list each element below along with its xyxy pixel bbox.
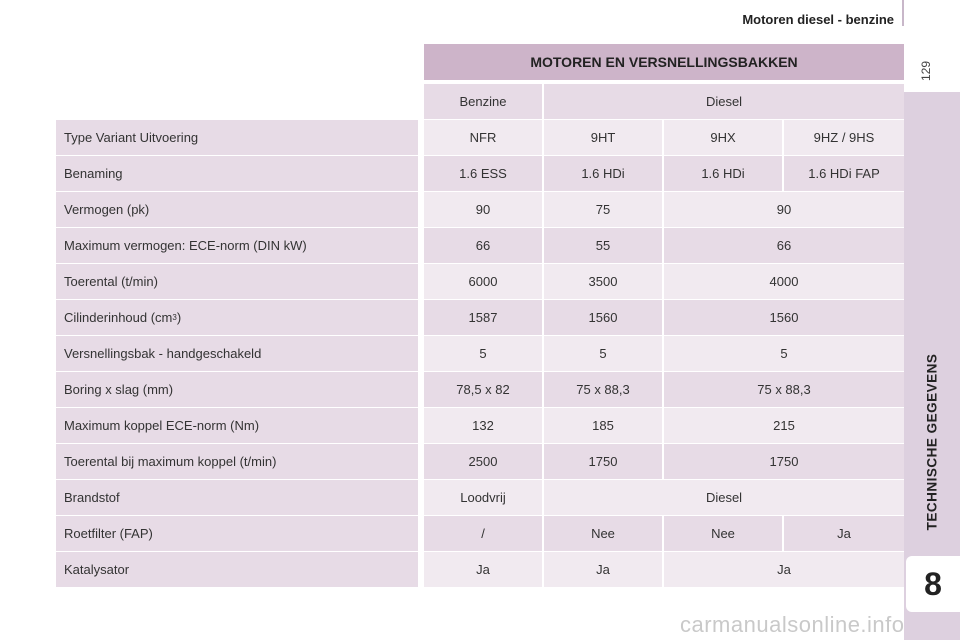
value-cell: 1560 xyxy=(664,300,904,335)
value-cell: Diesel xyxy=(544,480,904,515)
value-cell: 5 xyxy=(544,336,662,371)
row-label: Cilinderinhoud (cm 3 ) xyxy=(56,300,418,335)
value-cell: 1750 xyxy=(544,444,662,479)
value-cell: Loodvrij xyxy=(424,480,542,515)
value-cell: 66 xyxy=(664,228,904,263)
page-header-title: Motoren diesel - benzine xyxy=(742,12,894,27)
value-cell: 78,5 x 82 xyxy=(424,372,542,407)
value-cell: 75 x 88,3 xyxy=(544,372,662,407)
value-cell: 1.6 HDi xyxy=(664,156,782,191)
value-cell: 75 xyxy=(544,192,662,227)
value-cell: 1.6 ESS xyxy=(424,156,542,191)
value-cell: 55 xyxy=(544,228,662,263)
value-cell: 1587 xyxy=(424,300,542,335)
value-cell: 3500 xyxy=(544,264,662,299)
value-cell: 132 xyxy=(424,408,542,443)
row-label: Toerental bij maximum koppel (t/min) xyxy=(56,444,418,479)
benzine-header: Benzine xyxy=(424,84,542,119)
header-divider xyxy=(902,0,904,26)
sidebar-section-title: TECHNISCHE GEGEVENS xyxy=(924,353,940,531)
value-cell: 9HZ / 9HS xyxy=(784,120,904,155)
row-label: Katalysator xyxy=(56,552,418,587)
value-cell: 9HT xyxy=(544,120,662,155)
value-cell: 1560 xyxy=(544,300,662,335)
row-label: Brandstof xyxy=(56,480,418,515)
value-cell: NFR xyxy=(424,120,542,155)
row-label: Maximum vermogen: ECE-norm (DIN kW) xyxy=(56,228,418,263)
chapter-number: 8 xyxy=(924,565,942,602)
value-cell: Nee xyxy=(664,516,782,551)
page-number: 129 xyxy=(919,60,933,82)
watermark-text: carmanualsonline.info xyxy=(680,612,905,637)
value-cell: Nee xyxy=(544,516,662,551)
value-cell: 215 xyxy=(664,408,904,443)
value-cell: Ja xyxy=(424,552,542,587)
value-cell: 90 xyxy=(424,192,542,227)
value-cell: 5 xyxy=(664,336,904,371)
row-label: Boring x slag (mm) xyxy=(56,372,418,407)
value-cell: Ja xyxy=(544,552,662,587)
diesel-header: Diesel xyxy=(544,84,904,119)
row-label: Versnellingsbak - handgeschakeld xyxy=(56,336,418,371)
value-cell: 4000 xyxy=(664,264,904,299)
value-cell: 1.6 HDi xyxy=(544,156,662,191)
row-label: Maximum koppel ECE-norm (Nm) xyxy=(56,408,418,443)
table-title: MOTOREN EN VERSNELLINGSBAKKEN xyxy=(424,44,904,80)
value-cell: 185 xyxy=(544,408,662,443)
value-cell: 9HX xyxy=(664,120,782,155)
value-cell: Ja xyxy=(784,516,904,551)
value-cell: 2500 xyxy=(424,444,542,479)
value-cell: 6000 xyxy=(424,264,542,299)
value-cell: 75 x 88,3 xyxy=(664,372,904,407)
row-label: Toerental (t/min) xyxy=(56,264,418,299)
row-label: Benaming xyxy=(56,156,418,191)
row-label: Roetfilter (FAP) xyxy=(56,516,418,551)
row-label: Type Variant Uitvoering xyxy=(56,120,418,155)
value-cell: 66 xyxy=(424,228,542,263)
value-cell: 1750 xyxy=(664,444,904,479)
value-cell: Ja xyxy=(664,552,904,587)
value-cell: 90 xyxy=(664,192,904,227)
row-label: Vermogen (pk) xyxy=(56,192,418,227)
value-cell: / xyxy=(424,516,542,551)
value-cell: 5 xyxy=(424,336,542,371)
value-cell: 1.6 HDi FAP xyxy=(784,156,904,191)
